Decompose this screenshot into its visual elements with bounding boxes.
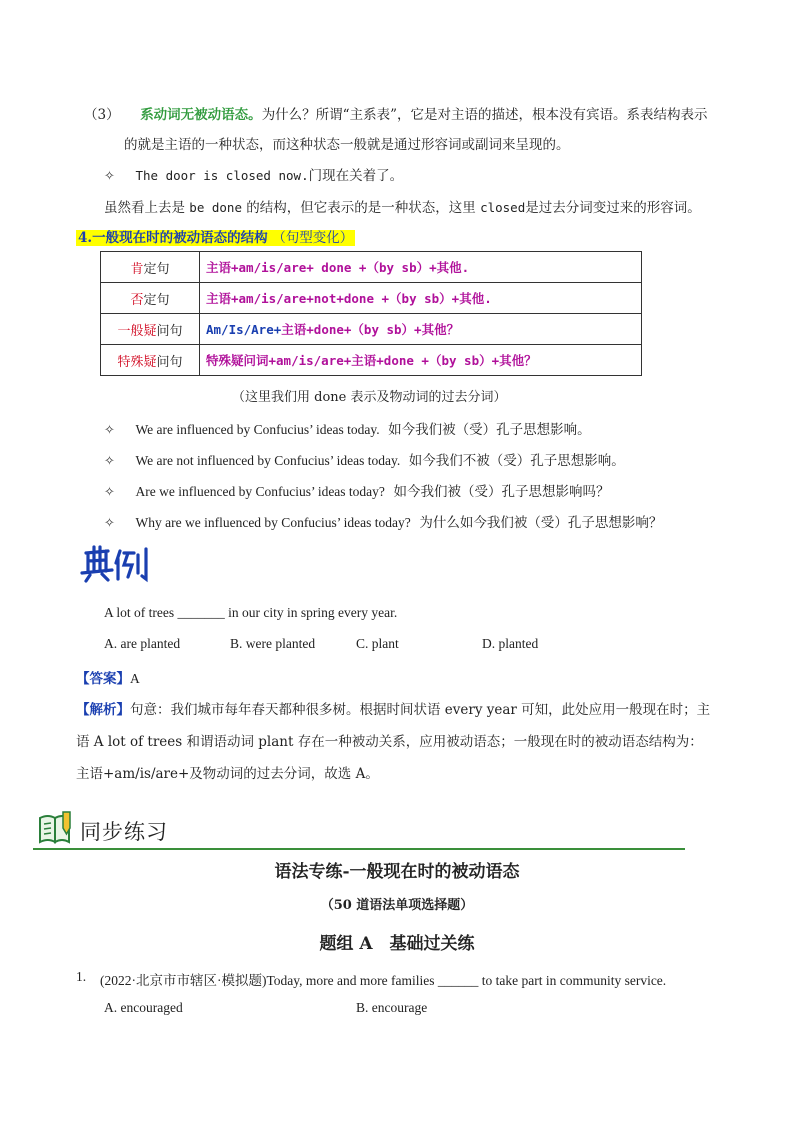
analysis-text: 句意：我们城市每年春天都种很多树。根据时间状语 every year 可知，此处应用一般现在时；主 (130, 702, 711, 718)
example-en: Are we influenced by Confucius’ ideas today? (135, 484, 385, 499)
section-3-heading: 系动词无被动语态。 (140, 107, 262, 123)
diamond-bullet-icon: ✧ (104, 516, 115, 531)
practice-group: 题组 A 基础过关练 (319, 934, 475, 954)
typical-analysis-line-1 (76, 698, 710, 718)
row-formula: 特殊疑问词+am/is/are+主语+done +（by sb）+其他？ (200, 345, 642, 376)
row-formula: 主语+am/is/are+ done +（by sb）+其他. (200, 252, 642, 283)
example-3 (104, 480, 610, 500)
table-row-special-question (101, 345, 642, 376)
answer-tag: 【答案】 (76, 671, 130, 687)
example-en: We are influenced by Confucius’ ideas today. (135, 422, 380, 437)
row-label: 一般疑问句 (101, 314, 200, 345)
typical-answer (76, 667, 140, 687)
note-part-b: 的结构，但它表示的是一种状态，这里 (246, 200, 476, 216)
table-row-affirmative (101, 252, 642, 283)
analysis-tag: 【解析】 (76, 702, 130, 718)
diamond-bullet-icon: ✧ (104, 485, 115, 500)
example-cn: 如今我们不被（受）孔子思想影响。 (408, 453, 625, 469)
typical-example-logo-icon (78, 543, 158, 585)
example-cn: 为什么如今我们被（受）孔子思想影响？ (419, 515, 663, 531)
row-label: 特殊疑问句 (101, 345, 200, 376)
q1-option-b: B. encourage (356, 1000, 428, 1015)
section-3-text-1: 为什么？所谓“主系表”，它是对主语的描述，根本没有宾语。系表结构表示 (261, 107, 708, 123)
typical-option-a: A. are planted (104, 636, 181, 651)
q1-text: (2022·北京市市辖区·模拟题)Today, more and more families ______ to take part in community service. (100, 973, 667, 988)
q1-number: 1. (76, 969, 87, 984)
typical-option-c: C. plant (356, 636, 399, 651)
row-formula: 主语+am/is/are+not+done +（by sb）+其他. (200, 283, 642, 314)
table-row-negative (101, 283, 642, 314)
practice-title: 语法专练-一般现在时的被动语态 (274, 862, 520, 882)
section-3-number: （3） (84, 107, 120, 123)
row-formula: Am/Is/Are+主语+done+（by sb）+其他？ (200, 314, 642, 345)
table-note: （这里我们用 done 表示及物动词的过去分词） (232, 390, 507, 405)
example-1 (104, 418, 591, 438)
example-en: We are not influenced by Confucius’ ideas today. (135, 453, 401, 468)
typical-analysis-line-3: 主语+am/is/are+及物动词的过去分词，故选 A。 (76, 766, 379, 782)
practice-subtitle: （50 道语法单项选择题） (320, 898, 474, 913)
example-4 (104, 511, 662, 531)
note-code-closed: closed (480, 200, 526, 215)
example-en: Why are we influenced by Confucius’ ideas today? (135, 515, 411, 530)
section-4-heading (76, 226, 355, 246)
example-cn: 如今我们被（受）孔子思想影响吗？ (393, 484, 610, 500)
diamond-bullet-icon: ✧ (104, 423, 115, 438)
example-2 (104, 449, 625, 469)
banner-divider (33, 848, 685, 850)
q1-option-a: A. encouraged (104, 1000, 183, 1015)
sync-practice-banner: 同步练习 (80, 820, 168, 844)
section-3-line-1 (84, 103, 708, 123)
answer-value: A (130, 671, 140, 686)
section-3-text-2: 的就是主语的一种状态，而这种状态一般就是通过形容词或副词来呈现的。 (124, 137, 570, 153)
section-4-heading-text: 4.一般现在时的被动语态的结构 (78, 230, 268, 246)
typical-example-logo (78, 543, 158, 585)
example-door-cn: 门现在关着了。 (308, 168, 404, 184)
diamond-bullet-icon: ✧ (104, 454, 115, 469)
diamond-bullet-icon: ✧ (104, 169, 115, 184)
structure-table (100, 251, 642, 376)
example-door (104, 164, 403, 184)
note-code-be-done: be done (189, 200, 242, 215)
row-label: 否定句 (101, 283, 200, 314)
row-label: 肯定句 (101, 252, 200, 283)
section-3-note (104, 196, 701, 216)
typical-option-b: B. were planted (230, 636, 316, 651)
typical-question: A lot of trees _______ in our city in spring every year. (104, 605, 398, 620)
typical-option-d: D. planted (482, 636, 539, 651)
note-part-a: 虽然看上去是 (104, 200, 185, 216)
section-4-heading-paren: （句型变化） (272, 230, 354, 246)
table-row-general-question (101, 314, 642, 345)
typical-analysis-line-2: 语 A lot of trees 和谓语动词 plant 存在一种被动关系，应用被动语态；一般现在时的被动语态结构为： (76, 734, 703, 750)
note-part-c: 是过去分词变过来的形容词。 (525, 200, 701, 216)
example-door-en: The door is closed now. (135, 168, 309, 183)
example-cn: 如今我们被（受）孔子思想影响。 (388, 422, 591, 438)
book-pencil-icon (36, 808, 76, 848)
